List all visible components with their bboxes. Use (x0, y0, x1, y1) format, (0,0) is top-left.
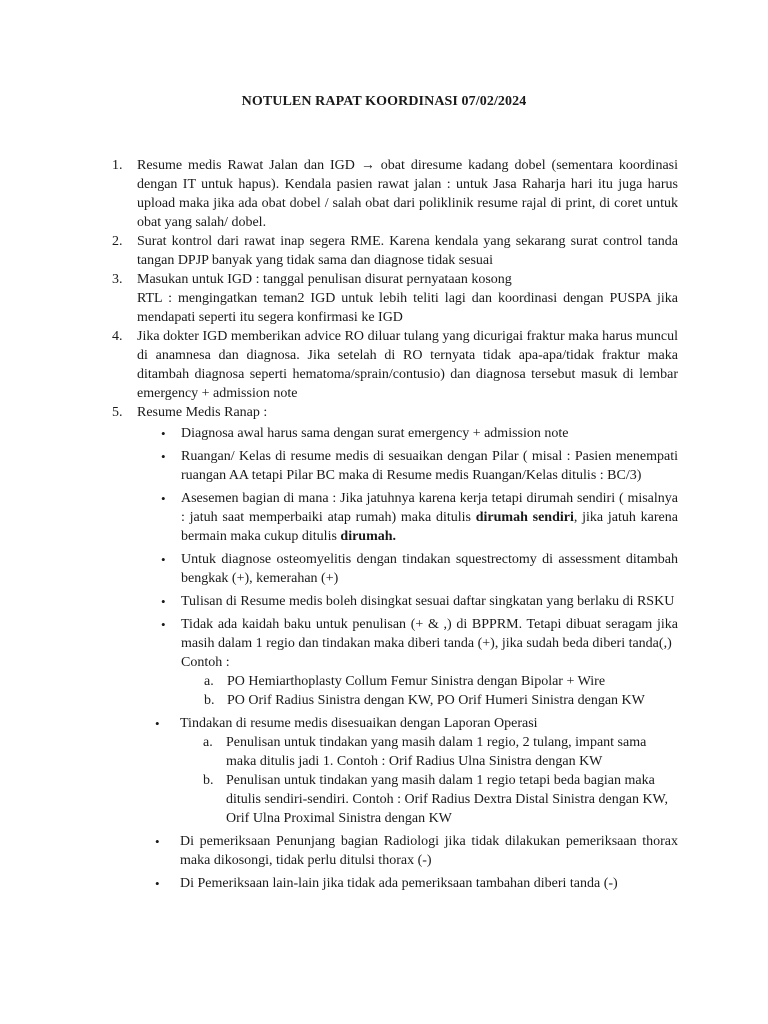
text-run: Resume Medis Ranap : (137, 405, 268, 420)
text-run: Jika dokter IGD memberikan advice RO diluar tulang yang dicurigai fraktur maka harus muncul di anamnesa dan diagnosa. Jika setelah di RO ternyata tidak apa-apa/tidak fraktur maka ditambah diagnosa seperti hematoma/sprain/contusio) dan diagnosa tersebut masuk di lembar emergency + admission note (137, 329, 678, 401)
item-number: 4. (112, 329, 123, 344)
bold-text: dirumah. (340, 529, 397, 544)
bullet-item (137, 832, 678, 870)
numbered-list (112, 156, 678, 897)
bullet-marker: • (161, 426, 166, 441)
lettered-item (181, 672, 678, 691)
bullet-paragraph (181, 447, 678, 485)
numbered-item (112, 403, 678, 893)
bullet-item (137, 714, 678, 828)
text-run: Diagnosa awal harus sama dengan surat emergency + admission note (181, 426, 569, 441)
item-number: 1. (112, 158, 123, 173)
text-run: Tindakan di resume medis disesuaikan dengan Laporan Operasi (180, 716, 538, 731)
lettered-item (180, 771, 678, 828)
bullet-paragraph (181, 653, 678, 672)
text-run: Contoh : (181, 655, 230, 670)
letter-marker: a. (204, 674, 214, 689)
text-run: Tulisan di Resume medis boleh disingkat sesuai daftar singkatan yang berlaku di RSKU (181, 594, 675, 609)
numbered-item (112, 327, 678, 403)
document-title: NOTULEN RAPAT KOORDINASI 07/02/2024 (241, 94, 527, 109)
bullet-marker: • (161, 552, 166, 567)
letter-marker: a. (203, 735, 213, 750)
bullet-item (137, 489, 678, 546)
item-paragraph (137, 327, 678, 403)
lettered-list (180, 733, 678, 828)
text-run: Surat kontrol dari rawat inap segera RME. Karena kendala yang sekarang surat control tanda tangan DPJP banyak yang tidak sama dan diagnose tidak sesuai (137, 234, 678, 268)
bullet-item (137, 615, 678, 710)
letter-marker: b. (204, 693, 215, 708)
numbered-item (112, 270, 678, 327)
text-run: Ruangan/ Kelas di resume medis di sesuaikan dengan Pilar ( misal : Pasien menempati ruangan AA tetapi Pilar BC maka di Resume medis Ruangan/Kelas ditulis : BC/3) (181, 449, 678, 483)
bold-text: dirumah sendiri (475, 510, 574, 525)
bullet-marker: • (155, 876, 160, 891)
bullet-item (137, 424, 678, 443)
item-number: 5. (112, 405, 123, 420)
bullet-item (137, 592, 678, 611)
bullet-marker: • (161, 449, 166, 464)
letter-marker: b. (203, 773, 214, 788)
item-paragraph (137, 156, 678, 232)
item-paragraph (137, 403, 678, 422)
bullet-list-secondary (137, 714, 678, 893)
bullet-paragraph (180, 832, 678, 870)
bullet-paragraph (181, 550, 678, 588)
item-number: 3. (112, 272, 123, 287)
text-run: Resume medis Rawat Jalan dan IGD → obat diresume kadang dobel (sementara koordinasi dengan IT untuk hapus). Kendala pasien rawat jalan : untuk Jasa Raharja hari itu juga harus upload maka jika ada obat dobel / salah obat dari poliklinik resume rajal di print, di coret untuk obat yang salah/ dobel. (137, 158, 678, 230)
text-run: Untuk diagnose osteomyelitis dengan tindakan squestrectomy di assessment ditambah bengkak (+), kemerahan (+) (181, 552, 678, 586)
text-run: Di pemeriksaan Penunjang bagian Radiologi jika tidak dilakukan pemeriksaan thorax maka dikosongi, tidak perlu ditulsi thorax (-) (180, 834, 678, 868)
bullet-marker: • (161, 594, 166, 609)
bullet-marker: • (161, 617, 166, 632)
bullet-item (137, 447, 678, 485)
text-run: Di Pemeriksaan lain-lain jika tidak ada pemeriksaan tambahan diberi tanda (-) (180, 876, 618, 891)
lettered-item-text: Penulisan untuk tindakan yang masih dalam 1 regio, 2 tulang, impant sama maka ditulis jadi 1. Contoh : Orif Radius Ulna Sinistra dengan KW (226, 735, 647, 769)
item-paragraph (137, 289, 678, 327)
bullet-item (137, 874, 678, 893)
bullet-marker: • (155, 716, 160, 731)
bullet-paragraph (181, 592, 678, 611)
lettered-item (181, 691, 678, 710)
bullet-paragraph (180, 714, 678, 733)
lettered-list (181, 672, 678, 710)
numbered-item (112, 156, 678, 232)
bullet-paragraph (181, 615, 678, 653)
bullet-paragraph (181, 489, 678, 546)
bullet-marker: • (161, 491, 166, 506)
bullet-paragraph (181, 424, 678, 443)
item-paragraph (137, 270, 678, 289)
text-run: Tidak ada kaidah baku untuk penulisan (+ & ,) di BPPRM. Tetapi dibuat seragam jika masih dalam 1 regio dan tindakan maka diberi tanda (+), jika sudah beda diberi tanda(,) (181, 617, 678, 651)
lettered-item-text: PO Hemiarthoplasty Collum Femur Sinistra dengan Bipolar + Wire (227, 674, 606, 689)
bullet-paragraph (180, 874, 678, 893)
bullet-marker: • (155, 834, 160, 849)
bullet-item (137, 550, 678, 588)
text-run: RTL : mengingatkan teman2 IGD untuk lebih teliti lagi dan koordinasi dengan PUSPA jika mendapati seperti itu segera konfirmasi ke IGD (137, 291, 678, 325)
item-paragraph (137, 232, 678, 270)
bullet-list (137, 424, 678, 710)
text-run: Masukan untuk IGD : tanggal penulisan disurat pernyataan kosong (137, 272, 512, 287)
item-number: 2. (112, 234, 123, 249)
lettered-item-text: PO Orif Radius Sinistra dengan KW, PO Orif Humeri Sinistra dengan KW (227, 693, 645, 708)
lettered-item (180, 733, 678, 771)
numbered-item (112, 232, 678, 270)
text-run: , jika jatuh karena bermain maka cukup ditulis (181, 510, 678, 544)
text-run: Asesemen bagian di mana : Jika jatuhnya karena kerja tetapi dirumah sendiri ( misalnya : jatuh saat memperbaiki atap rumah) maka ditulis (181, 491, 678, 525)
lettered-item-text: Penulisan untuk tindakan yang masih dalam 1 regio tetapi beda bagian maka ditulis sendiri-sendiri. Contoh : Orif Radius Dextra Distal Sinistra dengan KW, Orif Ulna Proximal Sinistra dengan KW (226, 773, 668, 826)
